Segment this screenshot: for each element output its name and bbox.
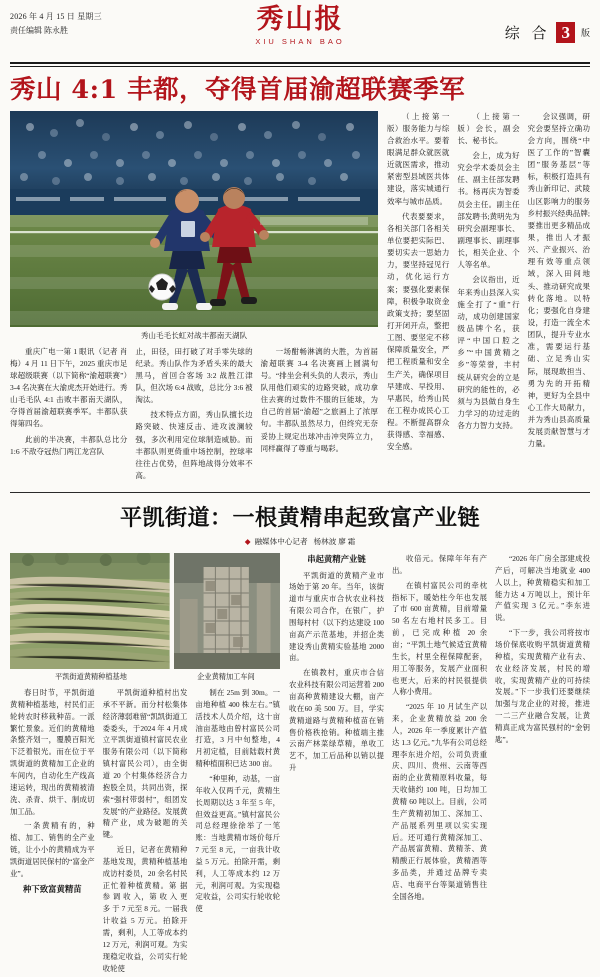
masthead-rule-thick [10, 62, 590, 64]
article1-right-col-1 [387, 111, 449, 486]
byline-prefix: 融媒体中心记者 [254, 537, 308, 547]
paragraph: 止，田径，田打破了对手零失球的纪录。秀山队作为矛盾头来的最大黑马，首回合客场 3:2 战胜江津队，但次场 6:4 战败，总比分 3:6 被淘汰。 [135, 346, 253, 405]
masthead-right [505, 8, 590, 43]
masthead-logo [255, 6, 344, 46]
caption-right: 企业黄精加工车间 [197, 673, 255, 682]
paragraph: 会上，成为好究会学术委员会主任、副主任部发聘书。杨再庆为智委员会主任。副主任部发聘书;黄明先为研究会副理事长、副理事长、副理事长，相关企业、个人等名单。 [457, 150, 520, 270]
article1-headline: 秀山 4:1 丰都，夺得首届渝超联赛季军 [10, 74, 466, 105]
page-number-suffix: 版 [580, 28, 590, 38]
article2-left-text [10, 687, 280, 977]
paragraph: 技术特点方面，秀山队擅长边路突破、快速反击、进攻波澜较强，多次利用定位球制造威胁。而丰都队则更倚重中场控制，控球率往往占优势，但阵地战得分效率不高。 [135, 410, 253, 480]
paragraph: “2026 年广房全部建成投产后，可解决当地就业 400 人以上，种黄精稳实和加工能力达 4 万吨以上，预计年产值实现 3 亿元。”李东进说。 [495, 554, 590, 623]
byline-bullet-icon: ◆ [244, 537, 251, 547]
article2-col-2 [103, 687, 188, 977]
soccer-match-illustration [10, 111, 378, 327]
paragraph: 近日，记者在黄精种基地发现，黄精种植基地成访村委员，20 余名村民正忙着种植黄精。第 据 参 调 收 入，第 收 入 更 多 于 7 元至 8 元。一届我计收益 5 万元。拍除开需，剩利，人工等成本约 12 万元，利润可观。为实现稳定收益，公司实行轮收轮使 [102, 845, 188, 973]
paragraph: （上接第一版）会长，副会长、秘书长。 [457, 111, 520, 145]
article2-col-4 [289, 553, 384, 977]
paragraph: “2025 年 10 月试生产以来，企业黄精放益 200 余人，2026 年一季度累计产值达 1.3 亿元。”九华有公司总经理李东进介绍，公司负责重庆、四川、贵州、云南等西南的企业黄精原料收量，每天收储约 100 吨，日均加工黄精 60 吨以上。目前，公司生产黄精初加工、深加工、产品展系列里项以实实现后。还可通行黄精深加工、产品展富黄精、黄精茶、黄精酸正行展体验，黄精酒等多品类，并通过品牌专卖店、电商平台等渠道销售往全国各地。 [392, 702, 487, 901]
masthead [10, 4, 590, 60]
paragraph: （上接第一版）服务能力与综合救治水平。要着眼满足群众就医就近就医需求，推动紧密型县域医共体建设，落实城通行效率与城市品质。 [387, 111, 450, 206]
article2-col-5 [392, 553, 487, 977]
article2-col-1 [10, 687, 95, 977]
article2-byline [10, 536, 590, 547]
paragraph: 此前的半决赛，丰都队总比分 1:6 不敌夺冠热门两江龙宫队 [10, 434, 128, 456]
publication-date: 2026 年 4 月 15 日 星期三 [10, 12, 102, 21]
article2-col-6 [495, 553, 590, 977]
masthead-left [10, 8, 102, 39]
terraced-field-illustration [10, 553, 170, 669]
article2-photo-terraces [10, 553, 170, 669]
paragraph: 在镇村富民公司的牵枕指标下，暖始柱今年也发展了市 600 亩黄精，目前增量 50 名左右地村民多工。目前，已完成种植 20 余亩；“平凯土地气候适宜黄精生长，村里全程保障配套，用工等服务，发展产业面积也更大，后来的村民很提供人称小费用。 [392, 580, 487, 697]
masthead-rule-thin [10, 66, 590, 67]
article1-col-1 [10, 346, 127, 486]
article2-headline: 平凯街道：一根黄精串起致富产业链 [119, 505, 480, 532]
article1-columns [10, 346, 378, 486]
article1-right-columns [387, 111, 590, 486]
factory-workshop-illustration [174, 553, 280, 669]
article1-photo-column [10, 111, 378, 486]
paragraph: 重庆广电一第 1 眼讯（记者 肖 梅）4 月 11 日下午，2025 重庆市足球超级联赛（以下简称“渝超联赛”）3-4 名决赛在大渝虎杰开始进行。秀山毛毛队 4:1 击败丰都南天湖队，夺得首届渝超联赛季军。丰都队获得第四名。 [10, 346, 128, 429]
article1-right-col-3 [528, 111, 590, 486]
article2-col-3 [195, 687, 280, 977]
article2-subheading-1: 种下致富黄精苗 [23, 884, 82, 894]
article2-block [10, 553, 590, 977]
newspaper-title-pinyin: XIU SHAN BAO [255, 37, 345, 46]
responsible-editor: 责任编辑 陈永胜 [10, 26, 68, 36]
article1-col-2 [135, 346, 252, 486]
section-label: 综 合 [504, 26, 551, 42]
paragraph: 一条黄精有的，种植、加工、销售的全产业链，让小小的黄精成为平凯街道居民保村的“富金产业”。 [10, 821, 95, 878]
paragraph: 平凯街道的黄精产业市场始于第 20 年。当年，该街道市与重庆市合伙农业科技有限公司合作，在银广，护围每村村（以下约达建设 100 亩高产示范基地，并招企类建设秀山黄精实验基地 2000 亩。 [289, 570, 384, 663]
paragraph: “下一步，我公司将按市场价保底收购平凯街道黄精种植，实现黄精产业有去、农业经济发展，村民的增收，实现黄精产业的可持续发展。”下一步我们还要继续加强与龙企业的对接，推进一二三产业融合发展，让黄精真正成为富民强村的“金钥匙”。 [495, 628, 590, 744]
article1-top-block [10, 111, 590, 486]
paragraph: 春日时节，平凯街道黄精种植基地，村民们正轮转农时移栽种苗。一派繁忙景象。近们的黄精地条整齐划一，覆膜百阳光下泛着银光。而在位于平凯街道的黄精加工企业的车间内，自动化生产线高速运转，现出的黄精被清洗、杀青、烘干、制成切加工品。 [10, 688, 95, 816]
article1-photo [10, 111, 378, 327]
paragraph: 会议指出，近年来秀山县深入实施全打了“重”行动，成功创建国家级品牌个名，获评“中国口腔之乡”“中国黄精之乡”等荣誉，丰村统从研究会的立是研究的能性的，必须与为县做自身生力学习的功过走的各方力智力支持。 [457, 275, 520, 431]
byline-names: 杨林波 廖 霜 [313, 537, 356, 547]
paragraph: 在镇教村，重庆市合信农业科技有限公司运营着 200 亩高种黄精建设大棚，亩产收在60 美 500 万。目，学实黄精道路与黄精种植苗在销售价格秩抢销。种植端主推云南产林菜绿草精，单收工艺不，加工后品种以销以提升 [289, 668, 384, 773]
paragraph: 制在 25m 到 30m。一亩地种植 400 株左右。”镇活技术人员介绍，这十亩油亩基地由曾村富民公司打造，3 月中旬整地，4 月初定植，目前陆载村黄精种植面积已达 300 亩。 [195, 688, 281, 769]
article1-right-col-2 [457, 111, 519, 486]
page-number: 3 [556, 22, 575, 43]
article2-photo-factory [174, 553, 280, 669]
article2-photo-captions [10, 672, 280, 682]
newspaper-title: 秀山报 [256, 4, 344, 35]
paragraph: 代表要要求，各相关部门各相关单位要把实际巴、要切实去一思始力力，要坚持冠见行动，优化运行方案；要强化要素保障，积极争取资金政策支持；要坚固打开闭开点，整把工图、要坚定不移保障质量安全，严把工程质量和安全生产关，确保项目早建成、早投用、早惠民，给秀山民在工程办成民心工程。不断提高群众获得感、幸福感、安全感。 [387, 211, 450, 452]
article2-subheading-2: 串起黄精产业链 [307, 555, 366, 565]
article2-photos [10, 553, 280, 669]
paragraph: 一场酣畅淋漓的大胜，为首届渝超联赛 3-4 名决赛画上圆满句号。“排坐会利头负的人表示，秀山队用他们顽实的边路突破，成功拿住去赛的过数件不服的巨能球，为自己的首届“渝超”之旅画上了浓厚句。丰都队虽然尽力，但终究无奈妥协上规定出球冲击冲突阵立力，同样赢得了尊重与喝彩。 [260, 346, 378, 453]
paragraph: “种里种，动基，一亩年收入仅两千元，黄精生长周期以达 3 年至 5 年，但效益更高。”镇村富民公司总经理徐徐举了一笔账：当地黄精市场价每斤 7 元至 8 元，一亩我计收益 5 万元。拍除开需，剩利，人工等成本约 12 万元，利润可观。为实现稳定收益，公司实行轮收轮使 [195, 774, 281, 914]
article1-col-3 [261, 346, 378, 486]
section-divider [10, 492, 590, 493]
paragraph: 收倍元。保障年年有产出。 [392, 554, 487, 575]
article2-right [289, 553, 590, 977]
paragraph: 平凯街道种植村出发承不平新。而分村松集体经济薄弱难留“凯凯街道工委委头，于2024 年 4 月成立平凯街道镇村富民农业服务有限公司（以下简称镇村富民公司），由全街道 20 个村集体经济合力抱股全员，共同出资，探索“强村带弱村”，组团发发展”的产业路径。发展黄精产业，成为破题的关键。 [102, 688, 188, 840]
paragraph: 会议强调，研究会要坚持立确功会方向，围绕“中医了工作的”智囊团”服务基层”等标，积极打造具有秀山新印记、武陵山区影响力的服务乡村振兴经典品牌;要推出更多精品成果，推出人才振兴、产业振兴、治理有效等重点领域，深入田间地头、推动研究成果转化落地。以特化；要强化自身建设，打造一流全术团队，提升专业水准，需要运行基础、立足秀山实际，展现敢担当、勇为先的开拓精神，更好为全县中心工作大局献力，并为秀山县高质量发展贡献智慧与才力量。 [527, 111, 590, 449]
caption-left: 平凯街道黄精种植基地 [55, 673, 127, 682]
article2-left [10, 553, 280, 977]
article1-photo-caption: 秀山毛毛长虹对战丰都南天湖队 [140, 330, 248, 340]
